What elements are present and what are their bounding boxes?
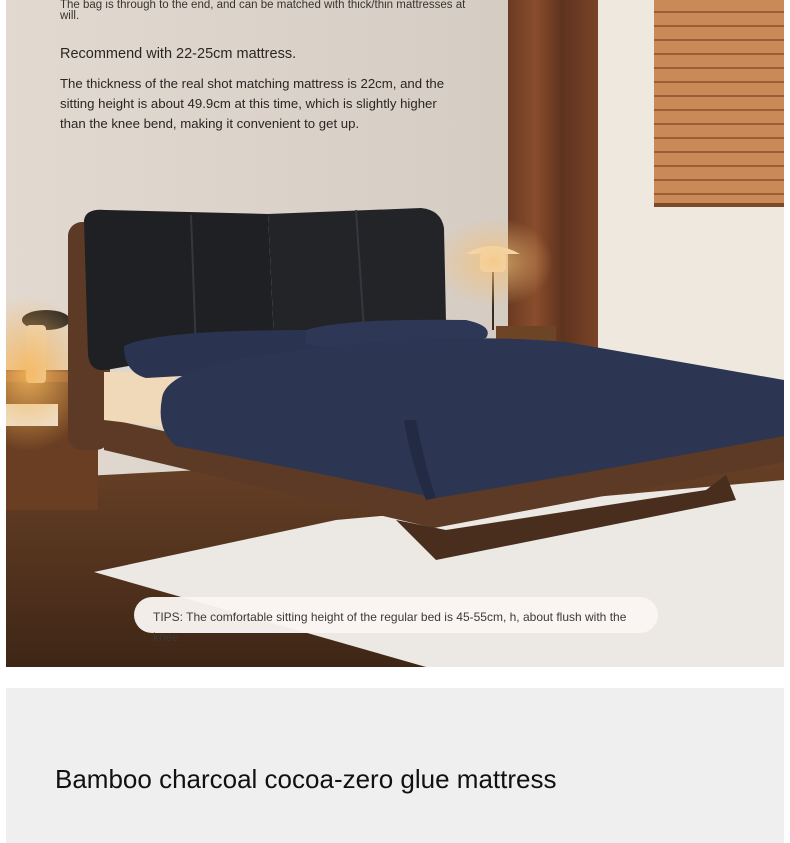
section-header-panel [6,688,784,843]
thickness-paragraph: The thickness of the real shot matching mattress is 22cm, and the sitting height is about 49.9cm at this time, which is slightly higher than the knee bend, making it convenient to get up. [60,76,445,131]
recommend-text: Recommend with 22-25cm mattress. [60,46,297,62]
tips-text: TIPS: The comfortable sitting height of the regular bed is 45-55cm, h, about flush with the knee. [153,610,627,644]
product-photo [6,0,784,667]
tips-pill [134,597,658,644]
section-title: Bamboo charcoal cocoa-zero glue mattress [55,764,557,794]
description-block [60,0,480,134]
top-cut-text: The bag is through to the end, and can be matched with thick/thin mattresses at will. [60,0,466,22]
